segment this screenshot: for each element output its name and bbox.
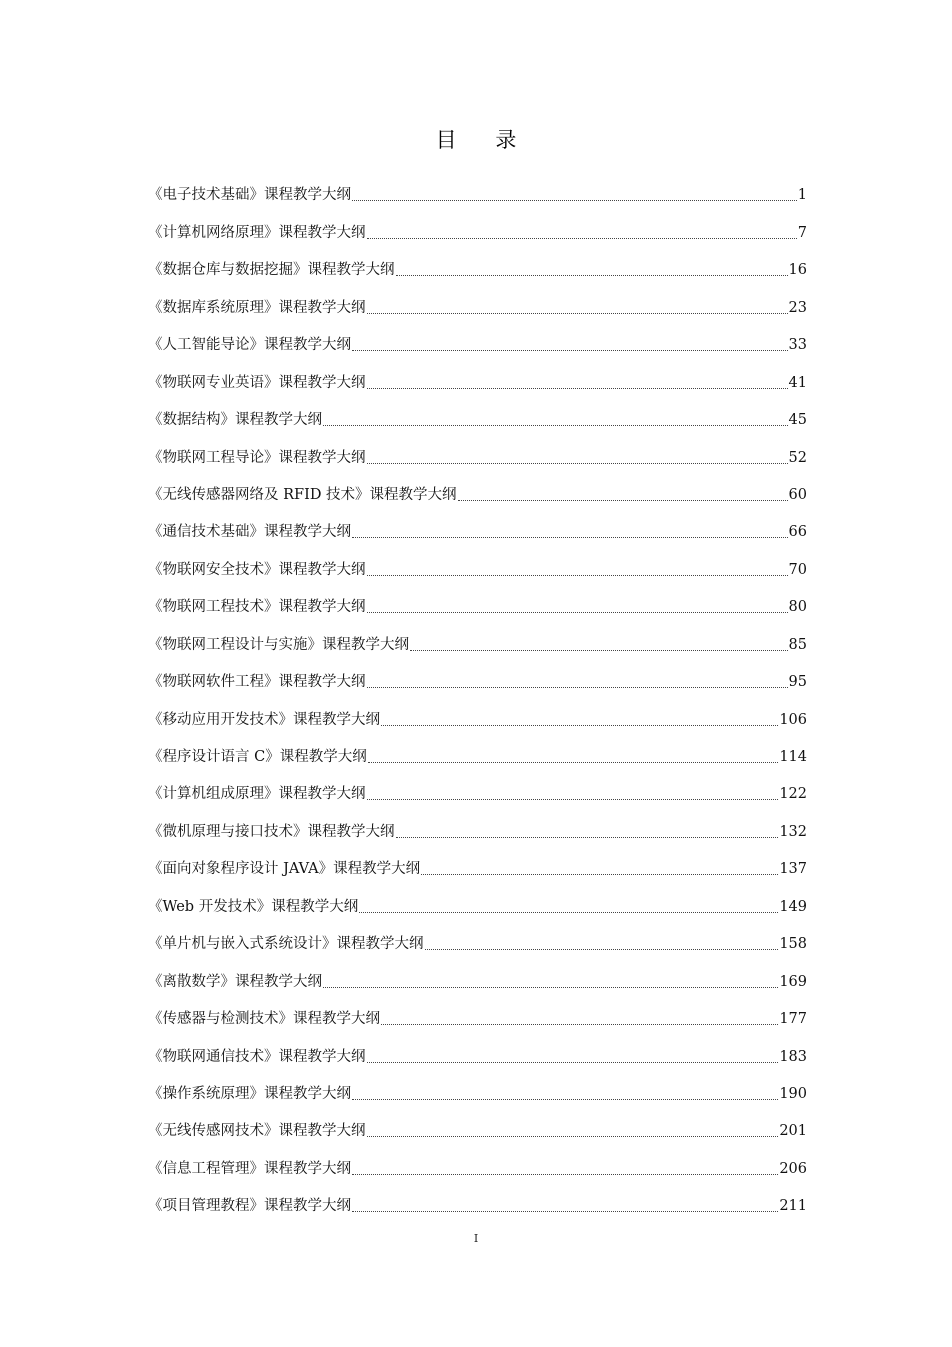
toc-entry-page-number: 169 xyxy=(779,973,807,990)
dot-leader xyxy=(396,837,779,838)
toc-entry-page-number: 41 xyxy=(788,374,807,391)
toc-entry-title: 《无线传感器网络及 RFID 技术》课程教学大纲 xyxy=(148,486,457,503)
dot-leader xyxy=(381,725,778,726)
toc-entry[interactable] xyxy=(148,583,807,620)
toc-entry-page-number: 201 xyxy=(779,1123,807,1140)
toc-entry-title: 《操作系统原理》课程教学大纲 xyxy=(148,1085,351,1102)
dot-leader xyxy=(367,463,788,464)
toc-entry-title: 《计算机网络原理》课程教学大纲 xyxy=(148,224,366,241)
dot-leader xyxy=(396,275,788,276)
dot-leader xyxy=(352,350,788,351)
toc-entry[interactable] xyxy=(148,807,807,844)
toc-entry-title: 《计算机组成原理》课程教学大纲 xyxy=(148,786,366,803)
toc-entry-page-number: 60 xyxy=(788,486,807,503)
toc-entry-page-number: 45 xyxy=(788,412,807,429)
toc-entry-title: 《物联网通信技术》课程教学大纲 xyxy=(148,1048,366,1065)
toc-entry[interactable] xyxy=(148,882,807,919)
toc-entry-page-number: 95 xyxy=(788,674,807,691)
toc-entry-title: 《数据结构》课程教学大纲 xyxy=(148,412,322,429)
toc-entry-page-number: 52 xyxy=(788,449,807,466)
toc-entry-page-number: 137 xyxy=(779,861,807,878)
toc-entry-title: 《数据仓库与数据挖掘》课程教学大纲 xyxy=(148,262,395,279)
toc-entry-title: 《电子技术基础》课程教学大纲 xyxy=(148,187,351,204)
toc-entry-title: 《人工智能导论》课程教学大纲 xyxy=(148,337,351,354)
toc-entry-title: 《单片机与嵌入式系统设计》课程教学大纲 xyxy=(148,936,424,953)
toc-entry-title: 《离散数学》课程教学大纲 xyxy=(148,973,322,990)
page-title: 目 录 xyxy=(435,128,533,152)
toc-entry-title: 《数据库系统原理》课程教学大纲 xyxy=(148,299,366,316)
dot-leader xyxy=(410,650,788,651)
toc-entry[interactable] xyxy=(148,283,807,320)
dot-leader xyxy=(425,949,779,950)
toc-entry-title: 《物联网专业英语》课程教学大纲 xyxy=(148,374,366,391)
toc-entry-title: 《物联网安全技术》课程教学大纲 xyxy=(148,561,366,578)
dot-leader xyxy=(367,1062,779,1063)
toc-entry[interactable] xyxy=(148,545,807,582)
toc-entry-page-number: 1 xyxy=(797,187,807,204)
toc-entry-page-number: 7 xyxy=(797,224,807,241)
toc-entry[interactable] xyxy=(148,471,807,508)
dot-leader xyxy=(367,388,788,389)
dot-leader xyxy=(367,612,788,613)
toc-entry[interactable] xyxy=(148,321,807,358)
toc-entry-title: 《面向对象程序设计 JAVA》课程教学大纲 xyxy=(148,861,421,878)
toc-entry-title: 《物联网工程设计与实施》课程教学大纲 xyxy=(148,636,409,653)
toc-entry[interactable] xyxy=(148,1107,807,1144)
dot-leader xyxy=(352,537,788,538)
toc-entry[interactable] xyxy=(148,920,807,957)
toc-entry-page-number: 70 xyxy=(788,561,807,578)
toc-entry-title: 《微机原理与接口技术》课程教学大纲 xyxy=(148,823,395,840)
toc-entry[interactable] xyxy=(148,1070,807,1107)
toc-entry[interactable] xyxy=(148,171,807,208)
dot-leader xyxy=(367,687,788,688)
toc-entry-page-number: 16 xyxy=(788,262,807,279)
toc-entry-title: 《物联网软件工程》课程教学大纲 xyxy=(148,674,366,691)
dot-leader xyxy=(367,799,779,800)
page-number: I xyxy=(473,1232,479,1245)
toc-entry-page-number: 183 xyxy=(779,1048,807,1065)
dot-leader xyxy=(367,575,788,576)
toc-entry-page-number: 190 xyxy=(779,1085,807,1102)
toc-entry-page-number: 211 xyxy=(779,1198,807,1215)
toc-entry-page-number: 114 xyxy=(779,749,807,765)
toc-entry-page-number: 23 xyxy=(788,299,807,316)
toc-entry-page-number: 106 xyxy=(779,711,807,728)
toc-entry-page-number: 177 xyxy=(779,1011,807,1028)
dot-leader xyxy=(352,1099,778,1100)
toc-entry[interactable] xyxy=(148,957,807,994)
dot-leader xyxy=(352,1174,778,1175)
toc-entry[interactable] xyxy=(148,845,807,882)
toc-entry-page-number: 122 xyxy=(779,786,807,803)
toc-entry[interactable] xyxy=(148,770,807,807)
toc-entry-title: 《无线传感网技术》课程教学大纲 xyxy=(148,1123,366,1140)
dot-leader xyxy=(367,1136,779,1137)
toc-entry[interactable] xyxy=(148,358,807,395)
toc-entry[interactable] xyxy=(148,208,807,245)
dot-leader xyxy=(359,912,778,913)
toc-entry[interactable] xyxy=(148,1182,807,1219)
dot-leader xyxy=(323,425,788,426)
dot-leader xyxy=(381,1024,778,1025)
toc-entry[interactable] xyxy=(148,433,807,470)
toc-entry-title: 《项目管理教程》课程教学大纲 xyxy=(148,1198,351,1215)
toc-entry[interactable] xyxy=(148,246,807,283)
dot-leader xyxy=(367,238,797,239)
toc-entry[interactable] xyxy=(148,1144,807,1181)
toc-entry[interactable] xyxy=(148,695,807,732)
toc-entry-title: 《程序设计语言 C》课程教学大纲 xyxy=(148,749,367,765)
toc-entry[interactable] xyxy=(148,733,807,770)
table-of-contents xyxy=(148,171,807,1219)
toc-entry-page-number: 206 xyxy=(779,1160,807,1177)
dot-leader xyxy=(367,313,788,314)
toc-entry[interactable] xyxy=(148,995,807,1032)
dot-leader xyxy=(421,874,778,875)
toc-entry-page-number: 80 xyxy=(788,599,807,616)
toc-entry[interactable] xyxy=(148,620,807,657)
dot-leader xyxy=(458,500,788,501)
dot-leader xyxy=(352,200,797,201)
toc-entry-title: 《Web 开发技术》课程教学大纲 xyxy=(148,898,359,915)
toc-entry-page-number: 33 xyxy=(788,337,807,354)
toc-entry-title: 《移动应用开发技术》课程教学大纲 xyxy=(148,711,380,728)
toc-entry-title: 《物联网工程技术》课程教学大纲 xyxy=(148,599,366,616)
toc-entry-page-number: 66 xyxy=(788,524,807,541)
toc-entry-title: 《物联网工程导论》课程教学大纲 xyxy=(148,449,366,466)
toc-entry-page-number: 149 xyxy=(779,898,807,915)
toc-entry-page-number: 132 xyxy=(779,823,807,840)
toc-entry-title: 《信息工程管理》课程教学大纲 xyxy=(148,1160,351,1177)
toc-entry[interactable] xyxy=(148,508,807,545)
toc-entry[interactable] xyxy=(148,658,807,695)
toc-entry[interactable] xyxy=(148,396,807,433)
dot-leader xyxy=(368,762,779,763)
toc-entry-page-number: 158 xyxy=(779,936,807,953)
toc-entry-title: 《传感器与检测技术》课程教学大纲 xyxy=(148,1011,380,1028)
dot-leader xyxy=(352,1211,778,1212)
toc-entry-page-number: 85 xyxy=(788,636,807,653)
toc-entry-title: 《通信技术基础》课程教学大纲 xyxy=(148,524,351,541)
toc-entry[interactable] xyxy=(148,1032,807,1069)
dot-leader xyxy=(323,987,778,988)
